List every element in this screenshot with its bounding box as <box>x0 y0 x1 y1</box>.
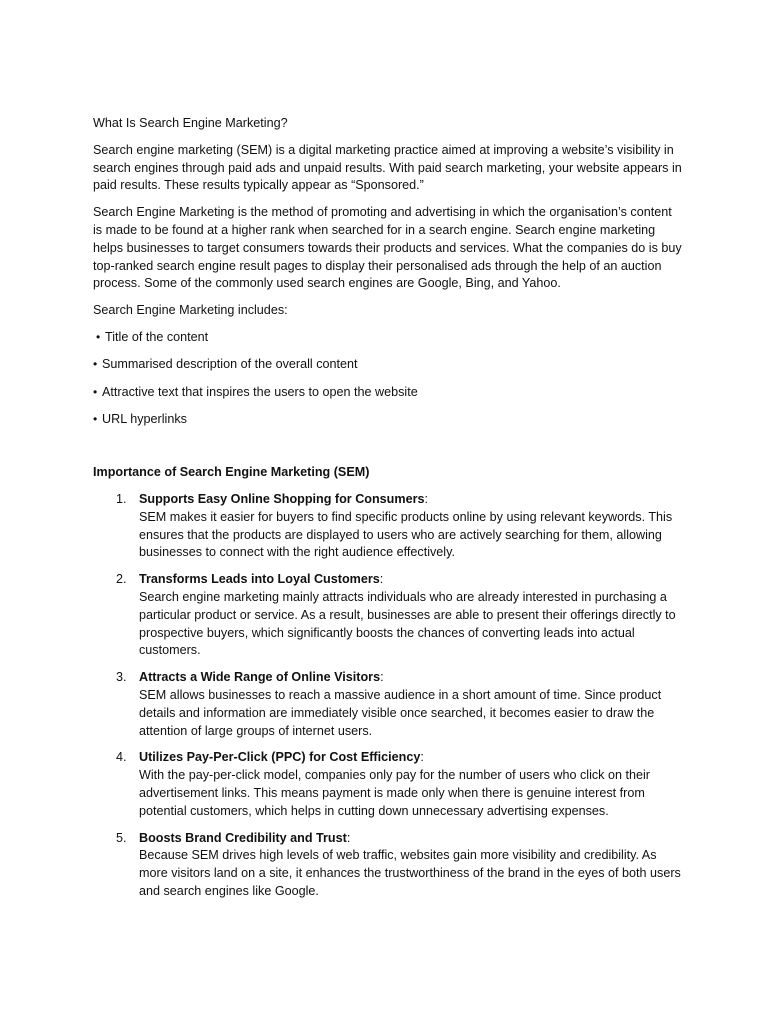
item-heading: Boosts Brand Credibility and Trust <box>139 830 347 845</box>
list-item <box>93 384 683 402</box>
intro-paragraph: Search engine marketing (SEM) is a digital marketing practice aimed at improving a website’s visibility in search engines through paid ads and unpaid results. With paid search marketing, your website appears in paid results. These results typically appear as “Sponsored.” <box>93 142 682 193</box>
list-item-text: Summarised description of the overall content <box>102 357 358 372</box>
list-item-text: URL hyperlinks <box>102 411 187 426</box>
item-heading: Supports Easy Online Shopping for Consumers <box>139 491 425 506</box>
bullet-icon: • <box>93 357 98 372</box>
item-heading: Attracts a Wide Range of Online Visitors <box>139 670 381 685</box>
list-item <box>93 329 683 347</box>
importance-list <box>93 491 683 901</box>
list-item-text: Attractive text that inspires the users to open the website <box>102 384 418 399</box>
numbered-item <box>93 830 683 901</box>
item-number: 5. <box>116 830 127 845</box>
definition-paragraph: Search Engine Marketing is the method of promoting and advertising in which the organisation’s content is made to be found at a higher rank when searched for in a search engine. Search engine marketing helps businesses to target consumers towards their products and services. What the companies do is buy top-ranked search engine result pages to display their personalised ads through the help of an auction process. Some of the commonly used search engines are Google, Bing, and Yahoo. <box>93 205 682 291</box>
document-title: What Is Search Engine Marketing? <box>93 116 288 130</box>
list-item <box>93 411 683 429</box>
item-body: SEM allows businesses to reach a massive audience in a short amount of time. Since product details and information are immediately visible once searched, it becomes easier to draw the attention of large groups of internet users. <box>139 687 662 738</box>
numbered-item <box>93 669 683 740</box>
item-body: Because SEM drives high levels of web traffic, websites gain more visibility and credibility. As more visitors land on a site, it enhances the trustworthiness of the brand in the eyes of both users and search engines like Google. <box>139 848 681 898</box>
item-heading: Utilizes Pay-Per-Click (PPC) for Cost Efficiency <box>139 750 421 765</box>
section-spacer <box>93 438 683 464</box>
bullet-icon: • <box>93 411 98 426</box>
includes-list <box>93 329 683 429</box>
item-colon: : <box>346 830 351 845</box>
item-number: 3. <box>116 670 127 685</box>
item-heading: Transforms Leads into Loyal Customers <box>139 572 380 587</box>
item-number: 2. <box>116 572 127 587</box>
numbered-item <box>93 571 683 660</box>
item-number: 1. <box>116 491 127 506</box>
includes-intro: Search Engine Marketing includes: <box>93 303 288 318</box>
importance-heading: Importance of Search Engine Marketing (SEM) <box>93 465 370 480</box>
item-body: With the pay-per-click model, companies only pay for the number of users who click on their advertisement links. This means payment is made only when there is genuine interest from potential customers, which helps in cutting down unnecessary advertising expenses. <box>139 768 650 818</box>
bullet-icon: • <box>93 384 98 399</box>
item-colon: : <box>380 670 384 685</box>
numbered-item <box>93 491 683 562</box>
item-colon: : <box>420 750 424 765</box>
numbered-item <box>93 749 683 820</box>
bullet-icon: • <box>96 329 101 344</box>
document-body <box>93 115 683 910</box>
item-colon: : <box>424 491 428 506</box>
item-body: SEM makes it easier for buyers to find specific products online by using relevant keywords. This ensures that the products are displayed to users who are actively searching for them, allowing businesses to connect with the right audience effectively. <box>139 509 673 560</box>
item-number: 4. <box>116 750 127 765</box>
item-body: Search engine marketing mainly attracts individuals who are already interested in purchasing a particular product or service. As a result, businesses are able to present their offerings directly to prospective buyers, which significantly boosts the chances of converting leads into actual customers. <box>139 589 676 658</box>
item-colon: : <box>379 572 384 587</box>
list-item-text: Title of the content <box>105 329 209 344</box>
list-item <box>93 356 683 374</box>
